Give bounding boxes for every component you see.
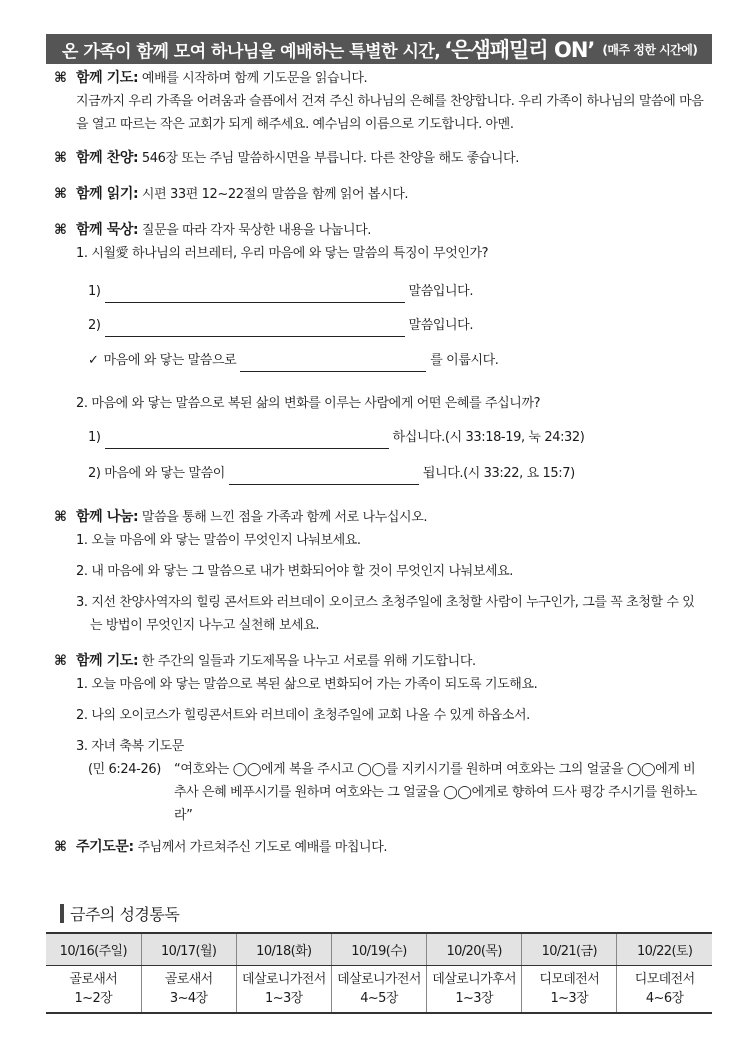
- command-symbol-icon: ⌘: [54, 70, 67, 86]
- answer-prefix: 마음에 와 닿는 말씀으로: [103, 353, 237, 368]
- section-title: 함께 묵상:: [76, 222, 139, 238]
- date-cell: 10/17(월): [141, 933, 236, 966]
- answer-number: 1): [88, 430, 101, 445]
- command-symbol-icon: ⌘: [54, 150, 67, 166]
- section-title: 주기도문:: [76, 839, 134, 855]
- question-1: 1. 시월愛 하나님의 러브레터, 우리 마음에 와 닿는 말씀의 특징이 무엇인가?: [76, 246, 489, 261]
- book-name: 디모데전서: [634, 972, 695, 987]
- reading-plan-title-text: 금주의 성경통독: [70, 905, 180, 924]
- list-item: 1. 오늘 마음에 와 닿는 말씀이 무엇인지 나눠보세요.: [76, 533, 361, 548]
- list-item: 3. 지선 찬양사역자의 힐링 콘서트와 러브데이 오이코스 초청주일에 초청할 사람이 누구인가, 그를 꼭 초청할 수 있는 방법이 무엇인지 나누고 실천해 보세요.: [76, 595, 695, 633]
- section-title: 함께 찬양:: [76, 150, 139, 166]
- date-cell: 10/16(주일): [46, 933, 141, 966]
- question-2: 2. 마음에 와 닿는 말씀으로 복된 삶의 변화를 이루는 사람에게 어떤 은혜를 주십니까?: [76, 396, 541, 411]
- reading-cell: [617, 966, 712, 1014]
- command-symbol-icon: ⌘: [54, 222, 67, 238]
- answer-line-b1: [54, 426, 704, 449]
- chapter-range: 3~4장: [169, 991, 208, 1006]
- answer-line-b2: [54, 462, 704, 485]
- prayer-text: 지금까지 우리 가족을 어려움과 슬픔에서 건져 주신 하나님의 은혜를 찬양합니다. 우리 가족이 하나님의 말씀에 마음을 열고 따르는 작은 교회가 되게 해주세요. 예수님의 이름으로 기도합니다. 아멘.: [76, 94, 704, 132]
- list-item: 2. 나의 오이코스가 힐링콘서트와 러브데이 초청주일에 교회 나올 수 있게 하옵소서.: [76, 708, 530, 723]
- banner-subtitle: (매주 정한 시간에): [602, 42, 698, 57]
- list-item: 1. 오늘 마음에 와 닿는 말씀으로 복된 삶으로 변화되어 가는 가족이 되도록 기도해요.: [76, 677, 538, 692]
- table-header-row: [46, 933, 712, 966]
- section-title: 함께 읽기:: [76, 186, 139, 202]
- reading-cell: [236, 966, 331, 1014]
- command-symbol-icon: ⌘: [54, 186, 67, 202]
- chapter-range: 4~6장: [645, 991, 684, 1006]
- check-mark-icon: ✓: [88, 353, 99, 368]
- answer-prefix: 2) 마음에 와 닿는 말씀이: [88, 466, 225, 481]
- section-title: 함께 나눔:: [76, 509, 139, 525]
- section-sharing: [54, 506, 704, 637]
- reading-cell: [331, 966, 426, 1014]
- list-item: 2. 내 마음에 와 닿는 그 말씀으로 내가 변화되어야 할 것이 무엇인지 나눠보세요.: [76, 564, 514, 579]
- section-desc: 말씀을 통해 느낀 점을 가족과 함께 서로 나누십시오.: [141, 510, 428, 525]
- section-closing-prayer: [54, 650, 704, 827]
- reading-cell: [46, 966, 141, 1014]
- chapter-range: 1~3장: [265, 991, 303, 1006]
- section-title: 함께 기도:: [76, 653, 139, 669]
- answer-line-3: [54, 349, 704, 372]
- answer-number: 1): [88, 284, 101, 299]
- answer-suffix: 말씀입니다.: [408, 318, 474, 333]
- command-symbol-icon: ⌘: [54, 509, 67, 525]
- reading-plan-title: [60, 902, 179, 925]
- command-symbol-icon: ⌘: [54, 653, 67, 669]
- book-name: 데살로니가전서: [241, 972, 326, 987]
- section-meditation: [54, 219, 704, 265]
- reading-plan-table: [46, 932, 712, 1014]
- section-title: 함께 기도:: [76, 70, 139, 86]
- answer-suffix: 됩니다.(시 33:22, 요 15:7): [422, 466, 575, 481]
- section-desc: 한 주간의 일들과 기도제목을 나누고 서로를 위해 기도합니다.: [141, 654, 476, 669]
- chapter-range: 4~5장: [360, 991, 398, 1006]
- fill-in-blank[interactable]: [240, 355, 426, 372]
- answer-number: 2): [88, 318, 101, 333]
- section-reading: [54, 183, 704, 206]
- section-desc: 질문을 따라 각자 묵상한 내용을 나눕니다.: [141, 223, 371, 238]
- book-name: 골로새서: [164, 972, 213, 987]
- section-desc: 시편 33편 12~22절의 말씀을 함께 읽어 봅시다.: [141, 187, 409, 202]
- reading-cell: [141, 966, 236, 1014]
- reading-cell: [522, 966, 617, 1014]
- section-desc: 예배를 시작하며 함께 기도문을 읽습니다.: [141, 71, 368, 86]
- answer-line-2: [54, 314, 704, 337]
- section-lords-prayer: [54, 836, 704, 859]
- blessing-text: “여호와는 ◯◯에게 복을 주시고 ◯◯를 지키시기를 원하며 여호와는 그의 얼굴을 ◯◯에게 비추사 은혜 베푸시기를 원하며 여호와는 그 얼굴을 ◯◯에게로 향하여 드사 평강 주시기를 원하노라”: [174, 762, 697, 823]
- answer-suffix: 하십니다.(시 33:18-19, 눅 24:32): [392, 430, 585, 445]
- fill-in-blank[interactable]: [229, 468, 419, 485]
- fill-in-blank[interactable]: [105, 286, 405, 303]
- question-2-block: [54, 392, 704, 415]
- section-praise: [54, 147, 704, 170]
- chapter-range: 1~3장: [550, 991, 589, 1006]
- fill-in-blank[interactable]: [105, 432, 389, 449]
- banner-highlight: ‘은샘패밀리 ON’: [444, 38, 595, 62]
- book-name: 데살로니가후서: [432, 972, 516, 987]
- answer-suffix: 를 이룹시다.: [430, 353, 499, 368]
- date-cell: 10/20(목): [427, 933, 522, 966]
- chapter-range: 1~2장: [74, 991, 113, 1006]
- section-desc: 546장 또는 주님 말씀하시면을 부릅니다. 다른 찬양을 해도 좋습니다.: [141, 151, 519, 166]
- date-cell: 10/19(수): [331, 933, 426, 966]
- chapter-range: 1~3장: [455, 991, 493, 1006]
- fill-in-blank[interactable]: [105, 320, 405, 337]
- answer-suffix: 말씀입니다.: [408, 284, 474, 299]
- blessing-reference: (민 6:24-26): [88, 762, 161, 777]
- book-name: 골로새서: [69, 972, 118, 987]
- date-cell: 10/18(화): [236, 933, 331, 966]
- list-item: 3. 자녀 축복 기도문: [76, 739, 184, 754]
- header-banner: [46, 34, 712, 64]
- banner-title: 온 가족이 함께 모여 하나님을 예배하는 특별한 시간,: [62, 41, 441, 62]
- date-cell: 10/22(토): [617, 933, 712, 966]
- section-desc: 주님께서 가르쳐주신 기도로 예배를 마칩니다.: [137, 840, 388, 855]
- title-bar: [60, 904, 64, 923]
- blessing-prayer: [54, 758, 704, 827]
- table-row: [46, 966, 712, 1014]
- answer-line-1: [54, 280, 704, 303]
- reading-cell: [427, 966, 522, 1014]
- book-name: 데살로니가전서: [337, 972, 421, 987]
- section-opening-prayer: [54, 67, 704, 136]
- command-symbol-icon: ⌘: [54, 839, 67, 855]
- book-name: 디모데전서: [539, 972, 600, 987]
- date-cell: 10/21(금): [522, 933, 617, 966]
